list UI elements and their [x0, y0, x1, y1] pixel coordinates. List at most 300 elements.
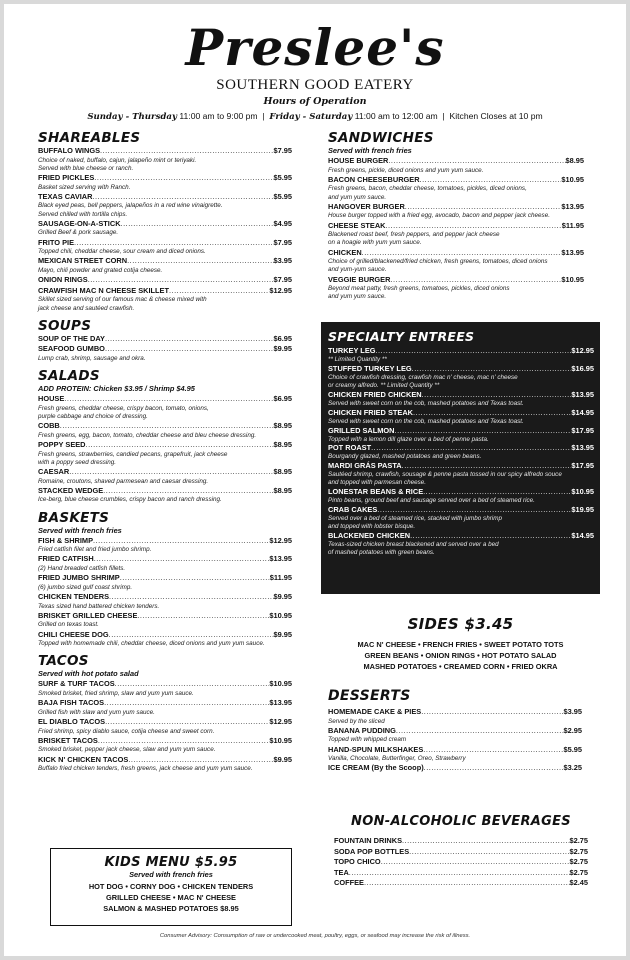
item-description: and topped with parmesan cheese. [328, 479, 427, 487]
item-description: Ice-berg, blue cheese crumbles, crispy bacon and ranch dressing. [38, 496, 222, 504]
dot-leader [420, 175, 562, 186]
dot-leader [402, 461, 572, 471]
dot-leader [127, 256, 273, 267]
item-price: $2.75 [569, 836, 588, 845]
kids-line: HOT DOG • CORNY DOG • CHICKEN TENDERS [88, 882, 254, 891]
item-description: Fresh greens, bacon, cheddar cheese, tomatoes, pickles, diced onions, [328, 185, 527, 193]
dot-leader [376, 346, 572, 356]
menu-item [38, 679, 292, 690]
item-price: $10.95 [561, 274, 584, 284]
menu-item [328, 248, 584, 259]
item-price: $13.95 [561, 201, 584, 211]
menu-item [38, 192, 292, 203]
dot-leader [92, 192, 273, 203]
hours-title: Hours of Operation [263, 96, 367, 107]
menu-item [38, 275, 292, 286]
item-description: Bourgandy glazed, mashed potatoes and green beans. [328, 453, 482, 461]
item-price: $8.95 [273, 421, 292, 431]
item-description: Choice of naked, buffalo, cajun, jalapeño mint or teriyaki. [38, 156, 197, 164]
menu-item [328, 487, 594, 497]
item-price: $3.25 [563, 763, 582, 773]
kids-menu-box [50, 848, 292, 926]
item-description: Beyond meat patty, fresh greens, tomatoes, pickles, diced onions [328, 285, 510, 293]
item-name: MARDI GRÁS PASTA [328, 461, 402, 471]
menu-item [328, 408, 594, 418]
item-description: with a poppy seed dressing. [38, 458, 117, 466]
item-price: $5.95 [563, 744, 582, 754]
item-name: BLACKENED CHICKEN [328, 530, 411, 540]
item-price: $10.95 [561, 174, 584, 184]
dot-leader [364, 878, 570, 889]
menu-item [38, 173, 292, 184]
item-name: HOUSE [38, 394, 65, 404]
item-price: $2.75 [569, 867, 588, 877]
section-beverages [334, 812, 588, 889]
item-name: TURKEY LEG [328, 346, 376, 355]
item-name: CRAB CAKES [328, 505, 378, 515]
item-name: BAJA FISH TACOS [38, 698, 105, 708]
item-name: CHICKEN FRIED STEAK [328, 407, 413, 417]
dot-leader [412, 364, 572, 374]
dot-leader [388, 156, 565, 167]
item-name: BACON CHEESEBURGER [328, 174, 420, 184]
hours-separator: | [442, 111, 445, 121]
item-description: Buffalo fried chicken tenders, fresh greens, jack cheese and yum yum sauce. [38, 765, 253, 773]
section-title: NON-ALCOHOLIC BEVERAGES [351, 814, 571, 829]
item-price: $8.95 [273, 485, 292, 495]
consumer-advisory: Consumer Advisory: Consumption of raw or undercooked meat, poultry, eggs, or seafood may increase the risk of illness. [159, 933, 471, 939]
item-price: $12.95 [269, 716, 292, 726]
menu-item [334, 836, 588, 847]
hours-line [0, 111, 630, 122]
item-name: BANANA PUDDING [328, 725, 396, 735]
section-subtitle: Served with french fries [38, 525, 122, 535]
item-price: $9.95 [273, 344, 292, 354]
dot-leader [377, 505, 571, 515]
item-name: LONESTAR BEANS & RICE [328, 487, 424, 497]
menu-item [38, 486, 292, 497]
sides-line: MASHED POTATOES • CREAMED CORN • FRIED OKRA [363, 662, 558, 671]
hours-time-weekday: 11:00 am to 9:00 pm [179, 111, 258, 121]
item-name: CHICKEN FRIED CHICKEN [328, 389, 422, 399]
menu-item [38, 256, 292, 267]
item-name: FRITO PIE [38, 237, 75, 247]
dot-leader [402, 836, 569, 847]
item-description: Topped with whipped cream [328, 736, 407, 744]
item-description: Grilled fish with slaw and yum yum sauce. [38, 708, 155, 716]
item-price: $8.95 [565, 156, 584, 165]
item-description: Texas sized hand battered chicken tenders. [38, 602, 160, 610]
item-price: $7.95 [273, 237, 292, 247]
item-description: and topped with lobster bisque. [328, 522, 416, 530]
item-name: SODA POP BOTTLES [334, 846, 410, 856]
dot-leader [121, 219, 274, 230]
item-description: Black eyed peas, bell peppers, jalapeños in a red wine vinaigrette. [38, 202, 223, 210]
section-subtitle: Served with hot potato salad [38, 669, 139, 679]
item-description: Grilled Beef & pork sausage. [38, 229, 119, 237]
item-price: $17.95 [571, 425, 594, 435]
item-list [328, 707, 582, 774]
dot-leader [109, 592, 273, 603]
menu-item [328, 221, 584, 232]
item-price: $9.95 [273, 629, 292, 639]
dot-leader [94, 554, 270, 565]
item-description: Fresh greens, strawberries, candied pecans, grapefruit, jack cheese [38, 450, 228, 458]
menu-item [38, 394, 292, 405]
item-name: TEA [334, 867, 349, 877]
item-price: $9.95 [273, 591, 292, 601]
item-name: BRISKET TACOS [38, 735, 98, 745]
item-price: $10.95 [269, 610, 292, 620]
item-description: Sautéed shrimp, crawfish, sousage & penne pasta tossed in our spicy alfredo souce [328, 471, 562, 479]
section-subtitle: Served with french fries [328, 146, 412, 155]
menu-item [334, 868, 588, 879]
item-list [38, 334, 292, 363]
menu-item [38, 467, 292, 478]
item-price: $2.95 [563, 725, 582, 735]
kids-line: SALMON & MASHED POTATOES $8.95 [103, 904, 239, 913]
item-name: ONION RINGS [38, 275, 88, 285]
item-name: BRISKET GRILLED CHEESE [38, 610, 138, 620]
item-name: FRIED PICKLES [38, 173, 95, 182]
dot-leader [105, 717, 269, 728]
item-name: STACKED WEDGE [38, 485, 104, 495]
item-description: Served by the sliced [328, 717, 385, 725]
item-description: Mayo, chili powder and grated cotija cheese. [38, 266, 163, 274]
dot-leader [105, 344, 274, 355]
dot-leader [105, 334, 274, 345]
section-title: BASKETS [38, 509, 110, 526]
item-price: $2.75 [569, 846, 588, 856]
hours-days-weekday: Sunday - Thursday [87, 112, 177, 122]
hours-days-weekend: Friday - Saturday [269, 112, 353, 122]
dot-leader [120, 573, 270, 584]
dot-leader [386, 221, 562, 232]
section-shareables [38, 130, 292, 313]
item-description: purple cabbage and choice of dressing. [38, 412, 148, 420]
item-description: Fried catfish filet and fried jumbo shrimp. [38, 546, 152, 554]
section-subtitle: Served with french fries [129, 870, 213, 879]
menu-item [328, 531, 594, 541]
dot-leader [423, 745, 563, 756]
menu-item [328, 175, 584, 186]
section-title: SALADS [38, 368, 100, 385]
item-name: SOUP OF THE DAY [38, 333, 105, 343]
menu-item [328, 390, 594, 400]
dot-leader [98, 736, 270, 747]
dot-leader [381, 857, 570, 868]
item-price: $2.75 [569, 857, 588, 867]
item-description: on a hoagie with yum yum sauce. [328, 239, 422, 247]
item-list [328, 156, 584, 302]
item-price: $13.95 [561, 247, 584, 257]
item-price: $3.95 [563, 707, 582, 716]
item-description: Texas-sized chicken breast blackened and served over a bed [328, 540, 499, 548]
item-description: Fresh greens, egg, bacon, tomato, cheddar cheese and bleu cheese dressing. [38, 431, 257, 439]
item-description: Served with sweet corn on the cob, mashed potatoes and Texas toast. [328, 417, 524, 425]
item-price: $14.95 [571, 407, 594, 417]
item-name: COFFEE [334, 878, 364, 888]
menu-item [328, 364, 594, 374]
menu-item [328, 461, 594, 471]
item-description: Topped chili, cheddar cheese, sour cream and diced onions. [38, 248, 206, 256]
item-name: MEXICAN STREET CORN [38, 256, 128, 266]
item-description: Fresh greens, pickle, diced onions and yum yum sauce. [328, 166, 484, 174]
section-desserts [328, 686, 582, 774]
dot-leader [169, 286, 269, 297]
item-price: $6.95 [273, 333, 292, 343]
item-description: House burger topped with a fried egg, avocado, bacon and pepper jack cheese. [328, 212, 550, 220]
item-price: $7.95 [273, 275, 292, 285]
menu-item [328, 505, 594, 515]
dot-leader [104, 698, 269, 709]
item-price: $2.45 [569, 878, 588, 888]
item-name: HAND-SPUN MILKSHAKES [328, 744, 424, 754]
item-price: $12.95 [269, 285, 292, 295]
item-price: $13.95 [571, 443, 594, 453]
section-salads [38, 368, 292, 504]
section-sandwiches [328, 130, 584, 302]
item-name: CHICKEN TENDERS [38, 591, 110, 601]
item-name: POT ROAST [328, 443, 372, 453]
menu-item [38, 630, 292, 641]
item-description: Fresh greens, cheddar cheese, crispy bacon, tomato, onions, [38, 404, 209, 412]
item-price: $6.95 [273, 394, 292, 404]
item-name: SAUSAGE-ON-A-STICK [38, 218, 121, 228]
kids-line: GRILLED CHEESE • MAC N' CHEESE [105, 893, 236, 902]
dot-leader [424, 763, 564, 774]
item-name: CRAWFISH MAC N CHEESE SKILLET [38, 285, 169, 295]
dot-leader [396, 726, 564, 737]
menu-item [38, 334, 292, 345]
item-description: of mashed potatoes with green beans. [328, 548, 435, 556]
dot-leader [362, 248, 562, 259]
menu-item [328, 745, 582, 756]
menu-item [334, 847, 588, 858]
item-price: $17.95 [571, 461, 594, 471]
menu-item [328, 202, 584, 213]
item-price: $13.95 [571, 389, 594, 399]
dot-leader [409, 847, 569, 858]
dot-leader [423, 487, 571, 497]
item-list [38, 394, 292, 504]
section-specialty-entrees [321, 322, 600, 594]
item-description: Romaine, croutons, shaved parmesean and caesar dressing. [38, 477, 209, 485]
menu-item [328, 426, 594, 436]
dot-leader [69, 467, 273, 478]
item-description: Smoked brisket, fried shrimp, slaw and yum yum sauce. [38, 689, 194, 697]
item-price: $19.95 [571, 505, 594, 515]
item-name: SURF & TURF TACOS [38, 679, 115, 689]
menu-item [38, 238, 292, 249]
dot-leader [109, 630, 274, 641]
item-price: $13.95 [269, 554, 292, 564]
menu-item [38, 592, 292, 603]
menu-item [328, 763, 582, 774]
item-price: $16.95 [571, 363, 594, 373]
section-title: TACOS [38, 653, 89, 670]
item-description: Topped with a lemon dill glaze over a bed of penne pasta. [328, 435, 489, 443]
menu-item [38, 554, 292, 565]
item-price: $4.95 [273, 218, 292, 228]
item-description: Skillet sized serving of our famous mac & cheese mixed with [38, 296, 207, 304]
dot-leader [88, 275, 274, 286]
dot-leader [93, 536, 269, 547]
menu-item [328, 275, 584, 286]
item-description: ** Limited Quantity ** [328, 356, 387, 363]
item-price: $7.95 [273, 146, 292, 155]
dot-leader [421, 707, 563, 718]
item-name: CAESAR [38, 466, 70, 476]
section-title: KIDS MENU $5.95 [104, 855, 238, 870]
dot-leader [94, 173, 273, 184]
menu-item [38, 717, 292, 728]
item-list [334, 836, 588, 889]
item-name: COBB [38, 421, 60, 431]
dot-leader [413, 408, 571, 418]
restaurant-tagline: SOUTHERN GOOD EATERY [216, 77, 414, 93]
item-name: VEGGIE BURGER [328, 274, 391, 284]
item-description: Choice of crawfish dressing, crawfish mac n' cheese, mac n' cheese [328, 373, 518, 381]
item-list [38, 536, 292, 649]
item-description: and yum-yum sauce. [328, 266, 387, 274]
section-title: DESSERTS [328, 688, 411, 704]
item-description: jack cheese and sautéed crawfish. [38, 304, 135, 312]
sides-line: GREEN BEANS • ONION RINGS • HOT POTATO SALAD [364, 651, 557, 660]
item-name: EL DIABLO TACOS [38, 716, 106, 726]
item-description: and yum yum sauce. [328, 193, 387, 201]
item-name: TOPO CHICO [334, 857, 381, 867]
section-title: SHAREABLES [38, 130, 141, 146]
section-title: SANDWICHES [328, 130, 434, 146]
dot-leader [64, 394, 273, 405]
item-price: $12.95 [571, 346, 594, 355]
item-name: BUFFALO WINGS [38, 146, 100, 155]
item-description: Pinto beans, ground beef and sausage served over a bed of steamed rice. [328, 497, 535, 505]
dot-leader [390, 275, 561, 286]
dot-leader [371, 443, 571, 453]
item-name: FISH & SHRIMP [38, 535, 94, 545]
dot-leader [103, 486, 273, 497]
menu-item [38, 736, 292, 747]
item-description: and yum yum sauce. [328, 293, 387, 301]
dot-leader [137, 611, 269, 622]
item-name: KICK N' CHICKEN TACOS [38, 754, 129, 764]
item-name: FRIED JUMBO SHRIMP [38, 573, 120, 583]
item-price: $10.95 [269, 735, 292, 745]
dot-leader [405, 202, 562, 213]
menu-item [38, 573, 292, 584]
item-price: $11.95 [561, 220, 584, 230]
hours-time-weekend: 11:00 am to 12:00 am [354, 111, 438, 121]
item-price: $8.95 [273, 466, 292, 476]
section-title: SPECIALTY ENTREES [328, 329, 475, 344]
item-list [38, 679, 292, 773]
menu-item [38, 698, 292, 709]
item-description: (2) Hand breaded catfish fillets. [38, 564, 126, 572]
menu-item [38, 146, 292, 157]
dot-leader [422, 390, 572, 400]
item-description: Fried shrimp, spicy diablo sauce, cotija cheese and sweet corn. [38, 727, 215, 735]
menu-item [328, 726, 582, 737]
section-subtitle: ADD PROTEIN: Chicken $3.95 / Shrimp $4.95 [38, 384, 195, 394]
item-name: CHICKEN [328, 247, 362, 257]
section-baskets [38, 510, 292, 649]
menu-item [38, 440, 292, 451]
item-price: $3.95 [273, 256, 292, 266]
item-price: $10.95 [269, 679, 292, 689]
dot-leader [100, 146, 274, 157]
menu-item [38, 286, 292, 297]
item-price: $5.95 [273, 173, 292, 182]
item-price: $10.95 [571, 487, 594, 497]
item-name: TEXAS CAVIAR [38, 191, 93, 201]
item-name: CHEESE STEAK [328, 220, 386, 230]
sides-list [321, 639, 600, 672]
dot-leader [60, 421, 274, 432]
right-column-top [328, 128, 584, 302]
sides-line: MAC N' CHEESE • FRENCH FRIES • SWEET POTATO TOTS [357, 640, 564, 649]
item-description: Served over a bed of steamed rice, stacked with jumbo shrimp [328, 515, 502, 523]
dot-leader [395, 426, 572, 436]
menu-item [38, 219, 292, 230]
left-column [38, 128, 292, 773]
item-name: POPPY SEED [38, 439, 86, 449]
item-description: Blackened roast beef, fresh peppers, and pepper jack cheese [328, 231, 500, 239]
item-price: $12.95 [269, 535, 292, 545]
item-name: HANGOVER BURGER [328, 201, 405, 211]
section-soups [38, 318, 292, 363]
section-title: SOUPS [38, 317, 92, 334]
menu-item [38, 611, 292, 622]
menu-item [328, 156, 584, 167]
menu-item [334, 878, 588, 889]
item-price: $5.95 [273, 191, 292, 201]
item-price: $14.95 [571, 530, 594, 540]
item-list [328, 346, 594, 557]
item-name: FOUNTAIN DRINKS [334, 836, 403, 845]
item-price: $8.95 [273, 439, 292, 449]
section-title: SIDES $3.45 [407, 615, 514, 633]
item-price: $13.95 [269, 698, 292, 708]
item-description: Served chilled with tortilla chips. [38, 210, 128, 218]
section-sides [321, 614, 600, 672]
restaurant-logo: Preslee's [185, 18, 445, 77]
item-description: Served with blue cheese or ranch. [38, 164, 134, 172]
dot-leader [86, 440, 274, 451]
menu-item [328, 443, 594, 453]
item-name: HOUSE BURGER [328, 156, 389, 165]
item-name: ICE CREAM (By the Scoop) [328, 763, 424, 773]
menu-item [38, 344, 292, 355]
item-description: Choice of grilled/blackened/fried chicken, fresh greens, tomatoes, diced onions [328, 258, 548, 266]
item-name: HOMEMADE CAKE & PIES [328, 707, 422, 716]
item-name: GRILLED SALMON [328, 425, 395, 435]
item-description: Topped with homemade chili, cheddar cheese, diced onions and yum yum sauce. [38, 640, 265, 648]
item-description: Smoked brisket, pepper jack cheese, slaw and yum yum sauce. [38, 746, 216, 754]
menu-item [328, 707, 582, 718]
item-description: Basket sized serving with Ranch. [38, 183, 131, 191]
item-price: $11.95 [269, 573, 292, 583]
menu-item [328, 346, 594, 356]
item-description: (6) jumbo sized gulf coast shrimp. [38, 583, 133, 591]
item-description: Vanilla, Chocolate, Butterfinger, Oreo, Strawberry [328, 755, 466, 763]
dot-leader [410, 531, 571, 541]
section-tacos [38, 653, 292, 773]
item-description: Grilled on texas toast. [38, 621, 99, 629]
menu-item [334, 857, 588, 868]
dot-leader [115, 679, 270, 690]
